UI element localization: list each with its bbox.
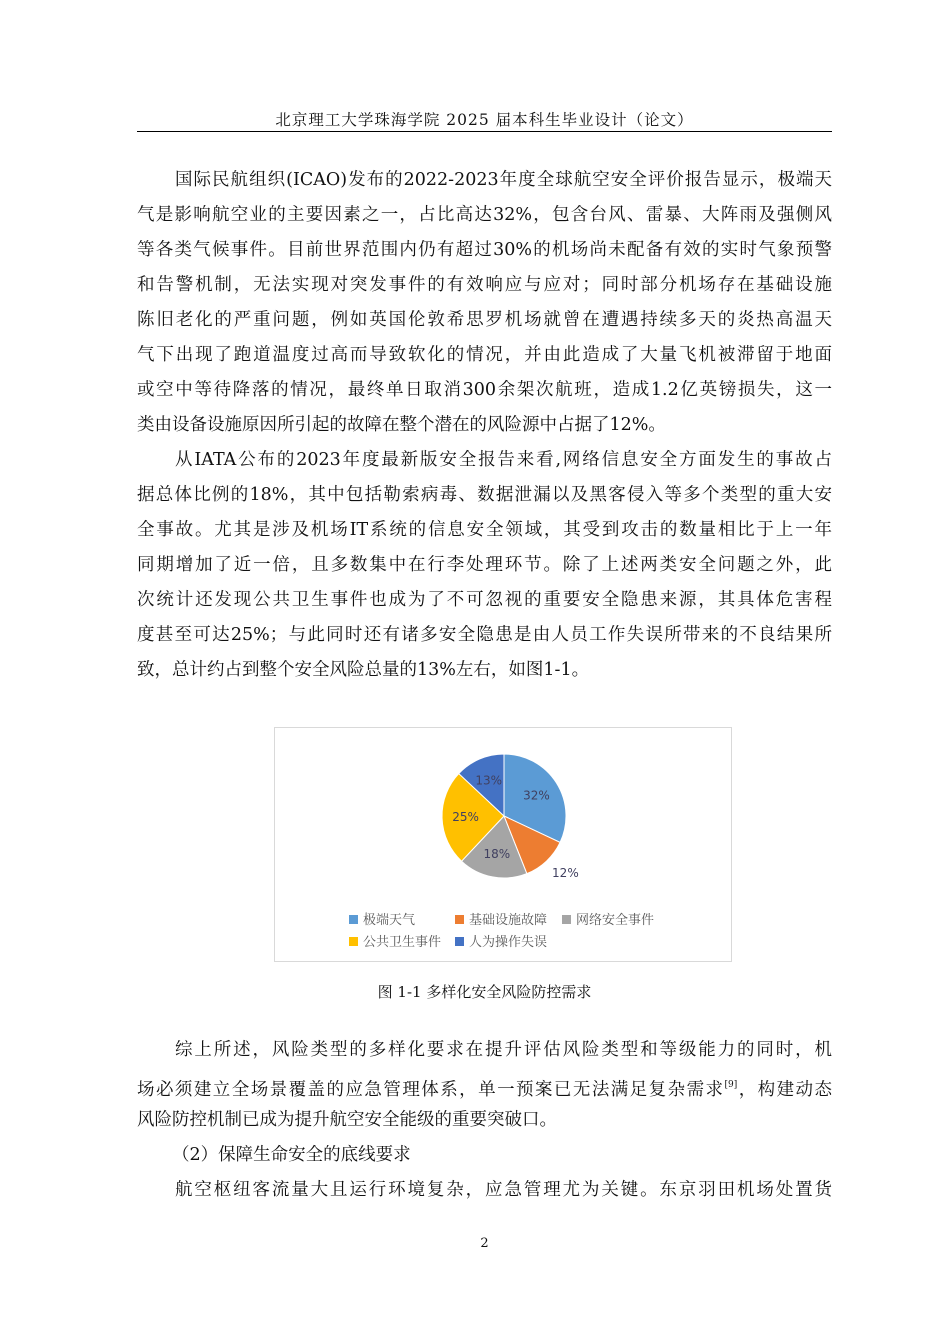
legend-label: 人为操作失误 <box>469 935 548 950</box>
legend-item <box>455 931 547 950</box>
p1-line: 气是影响航空业的主要因素之一，占比高达32%，包含台风、雷暴、大阵雨及强侧风 <box>137 205 832 225</box>
pie-data-label: 32% <box>523 788 550 803</box>
paragraph-4-line: 航空枢纽客流量大且运行环境复杂，应急管理尤为关键。东京羽田机场处置货 <box>175 1180 832 1200</box>
legend-swatch <box>455 915 464 924</box>
p2-line: 致，总计约占到整个安全风险总量的13%左右，如图1-1。 <box>137 660 590 680</box>
p1-line: 类由设备设施原因所引起的故障在整个潜在的风险源中占据了12%。 <box>137 415 666 435</box>
paragraph-3-line: 综上所述，风险类型的多样化要求在提升评估风险类型和等级能力的同时，机 <box>175 1040 832 1060</box>
pie-data-label: 12% <box>552 865 579 880</box>
p2-line: 从IATA公布的2023年度最新版安全报告来看,网络信息安全方面发生的事故占 <box>175 450 832 470</box>
legend-item <box>349 909 415 928</box>
legend-label: 基础设施故障 <box>469 913 548 928</box>
paragraph-3-line: 风险防控机制已成为提升航空安全能级的重要突破口。 <box>137 1110 557 1130</box>
pie-data-label: 18% <box>483 846 511 861</box>
p2-line: 全事故。尤其是涉及机场IT系统的信息安全领域，其受到攻击的数量相比于上一年 <box>137 520 832 540</box>
legend-swatch <box>349 937 358 946</box>
p2-line: 度甚至可达25%；与此同时还有诸多安全隐患是由人员工作失误所带来的不良结果所 <box>137 625 832 645</box>
p1-line: 和告警机制，无法实现对突发事件的有效响应与应对；同时部分机场存在基础设施 <box>137 275 832 295</box>
citation[interactable]: [9] <box>724 1080 738 1090</box>
p1-line: 陈旧老化的严重问题，例如英国伦敦希思罗机场就曾在遭遇持续多天的炎热高温天 <box>137 310 832 330</box>
legend-swatch <box>455 937 464 946</box>
text: 场必须建立全场景覆盖的应急管理体系，单一预案已无法满足复杂需求 <box>137 1080 725 1100</box>
figure-caption: 图 1-1 多样化安全风险防控需求 <box>377 983 592 1001</box>
p2-line: 次统计还发现公共卫生事件也成为了不可忽视的重要安全隐患来源，其具体危害程 <box>137 590 832 610</box>
legend-label: 公共卫生事件 <box>363 935 442 950</box>
legend-swatch <box>349 915 358 924</box>
legend-label: 网络安全事件 <box>576 913 655 928</box>
pie-chart-figure <box>274 727 732 962</box>
pie-data-label: 13% <box>475 773 503 788</box>
running-header: 北京理工大学珠海学院 2025 届本科生毕业设计（论文） <box>275 111 694 129</box>
legend-swatch <box>562 915 571 924</box>
text: ，构建动态 <box>737 1080 833 1100</box>
legend-label: 极端天气 <box>363 913 416 928</box>
p2-line: 据总体比例的18%，其中包括勒索病毒、数据泄漏以及黑客侵入等多个类型的重大安 <box>137 485 832 505</box>
p1-line: 等各类气候事件。目前世界范围内仍有超过30%的机场尚未配备有效的实时气象预警 <box>137 240 832 260</box>
legend-item <box>349 931 441 950</box>
p1-line: 气下出现了跑道温度过高而导致软化的情况，并由此造成了大量飞机被滞留于地面 <box>137 345 832 365</box>
pie-data-label: 25% <box>452 810 479 825</box>
section-heading: （2）保障生命安全的底线要求 <box>172 1145 411 1165</box>
p1-line: 国际民航组织(ICAO)发布的2022-2023年度全球航空安全评价报告显示，极端天 <box>175 170 832 190</box>
legend-item <box>562 909 654 928</box>
p2-line: 同期增加了近一倍，且多数集中在行李处理环节。除了上述两类安全问题之外，此 <box>137 555 832 575</box>
paragraph-3-line <box>137 1073 833 1100</box>
p1-line: 或空中等待降落的情况，最终单日取消300余架次航班，造成1.2亿英镑损失，这一 <box>137 380 832 400</box>
legend-item <box>455 909 547 928</box>
header-rule <box>137 131 832 132</box>
page-number: 2 <box>480 1236 489 1251</box>
